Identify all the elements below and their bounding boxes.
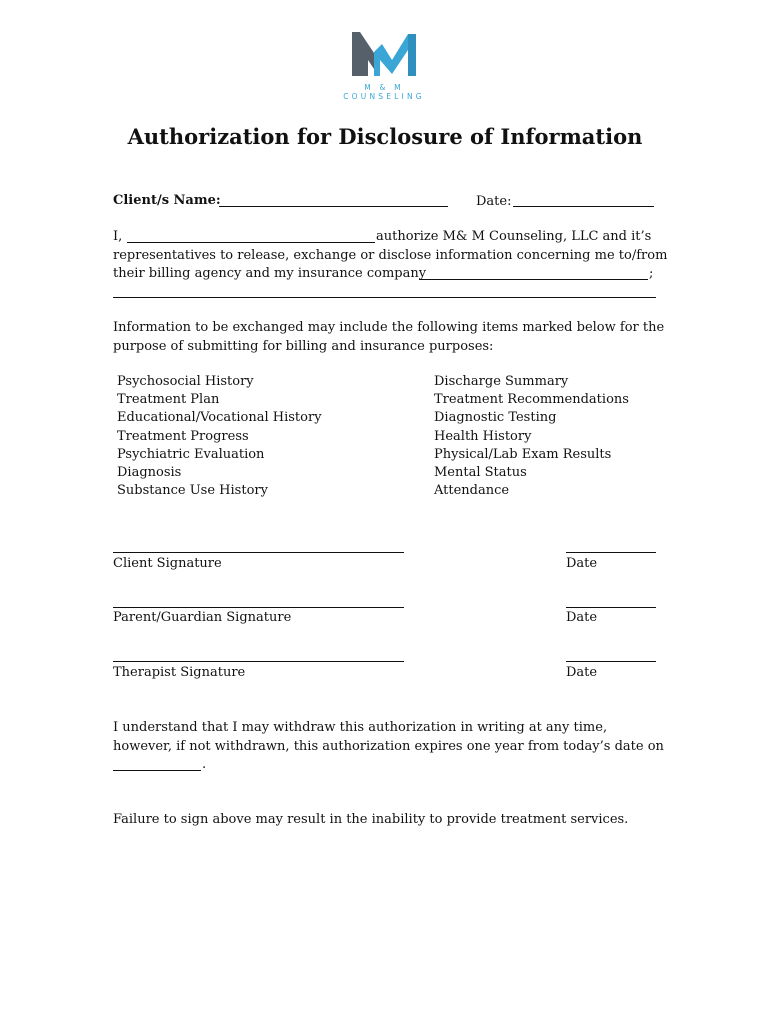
auth-line3-text: their billing agency and my insurance company [113, 266, 427, 281]
info-line1: Information to be exchanged may include the following items marked below for the [113, 320, 665, 335]
list-item[interactable]: Psychiatric Evaluation [117, 446, 265, 462]
guardian-signature-date-line[interactable] [566, 607, 656, 608]
auth-line1-text: authorize M& M Counseling, LLC and it’s [376, 229, 652, 244]
list-item[interactable]: Treatment Progress [117, 428, 249, 444]
list-item[interactable]: Attendance [434, 483, 510, 499]
client-name-field[interactable] [219, 206, 448, 207]
insurance-company-field[interactable] [419, 279, 648, 280]
items-list-left [117, 373, 322, 500]
footer-note: Failure to sign above may result in the inability to provide treatment services. [113, 812, 629, 827]
guardian-signature-line[interactable] [113, 607, 404, 608]
therapist-signature-date-line[interactable] [566, 661, 656, 662]
client-signature-line[interactable] [113, 552, 404, 553]
authorizing-person-field[interactable] [127, 242, 375, 243]
auth-line3-end: ; [649, 266, 654, 281]
auth-i-prefix: I, [113, 229, 123, 244]
list-item[interactable]: Physical/Lab Exam Results [434, 446, 612, 462]
list-item[interactable]: Substance Use History [117, 483, 268, 499]
list-item[interactable]: Health History [434, 428, 532, 444]
therapist-signature-line[interactable] [113, 661, 404, 662]
therapist-signature-label: Therapist Signature [113, 665, 246, 680]
client-signature-date-line[interactable] [566, 552, 656, 553]
client-signature-label: Client Signature [113, 556, 222, 571]
expiry-date-field[interactable] [113, 770, 201, 771]
list-item[interactable]: Educational/Vocational History [117, 410, 322, 426]
withdraw-line3-end: . [202, 757, 207, 772]
auth-line2-text: representatives to release, exchange or disclose information concerning me to/from [113, 248, 668, 263]
list-item[interactable]: Diagnostic Testing [434, 410, 557, 426]
withdraw-line1: I understand that I may withdraw this authorization in writing at any time, [113, 720, 608, 735]
guardian-signature-label: Parent/Guardian Signature [113, 610, 292, 625]
list-item[interactable]: Diagnosis [117, 465, 182, 481]
list-item[interactable]: Psychosocial History [117, 374, 254, 389]
logo-wordmark: M & M COUNSELING [343, 83, 425, 101]
mm-counseling-logo [322, 26, 446, 101]
date-field[interactable] [513, 206, 654, 207]
withdraw-line2: however, if not withdrawn, this authorization expires one year from today’s date on [113, 739, 664, 754]
therapist-date-label: Date [566, 665, 598, 680]
page-title: Authorization for Disclosure of Information [127, 124, 643, 149]
date-label: Date: [476, 194, 512, 209]
items-list-right [434, 373, 629, 500]
list-item[interactable]: Treatment Recommendations [434, 392, 629, 408]
client-date-label: Date [566, 556, 598, 571]
info-line2: purpose of submitting for billing and insurance purposes: [113, 339, 494, 354]
mm-logo-mark-icon [322, 26, 446, 84]
auth-extra-line-field[interactable] [113, 297, 656, 298]
guardian-date-label: Date [566, 610, 598, 625]
list-item[interactable]: Treatment Plan [117, 392, 220, 408]
list-item[interactable]: Mental Status [434, 465, 527, 481]
list-item[interactable]: Discharge Summary [434, 374, 569, 389]
client-name-label: Client/s Name: [113, 193, 221, 208]
